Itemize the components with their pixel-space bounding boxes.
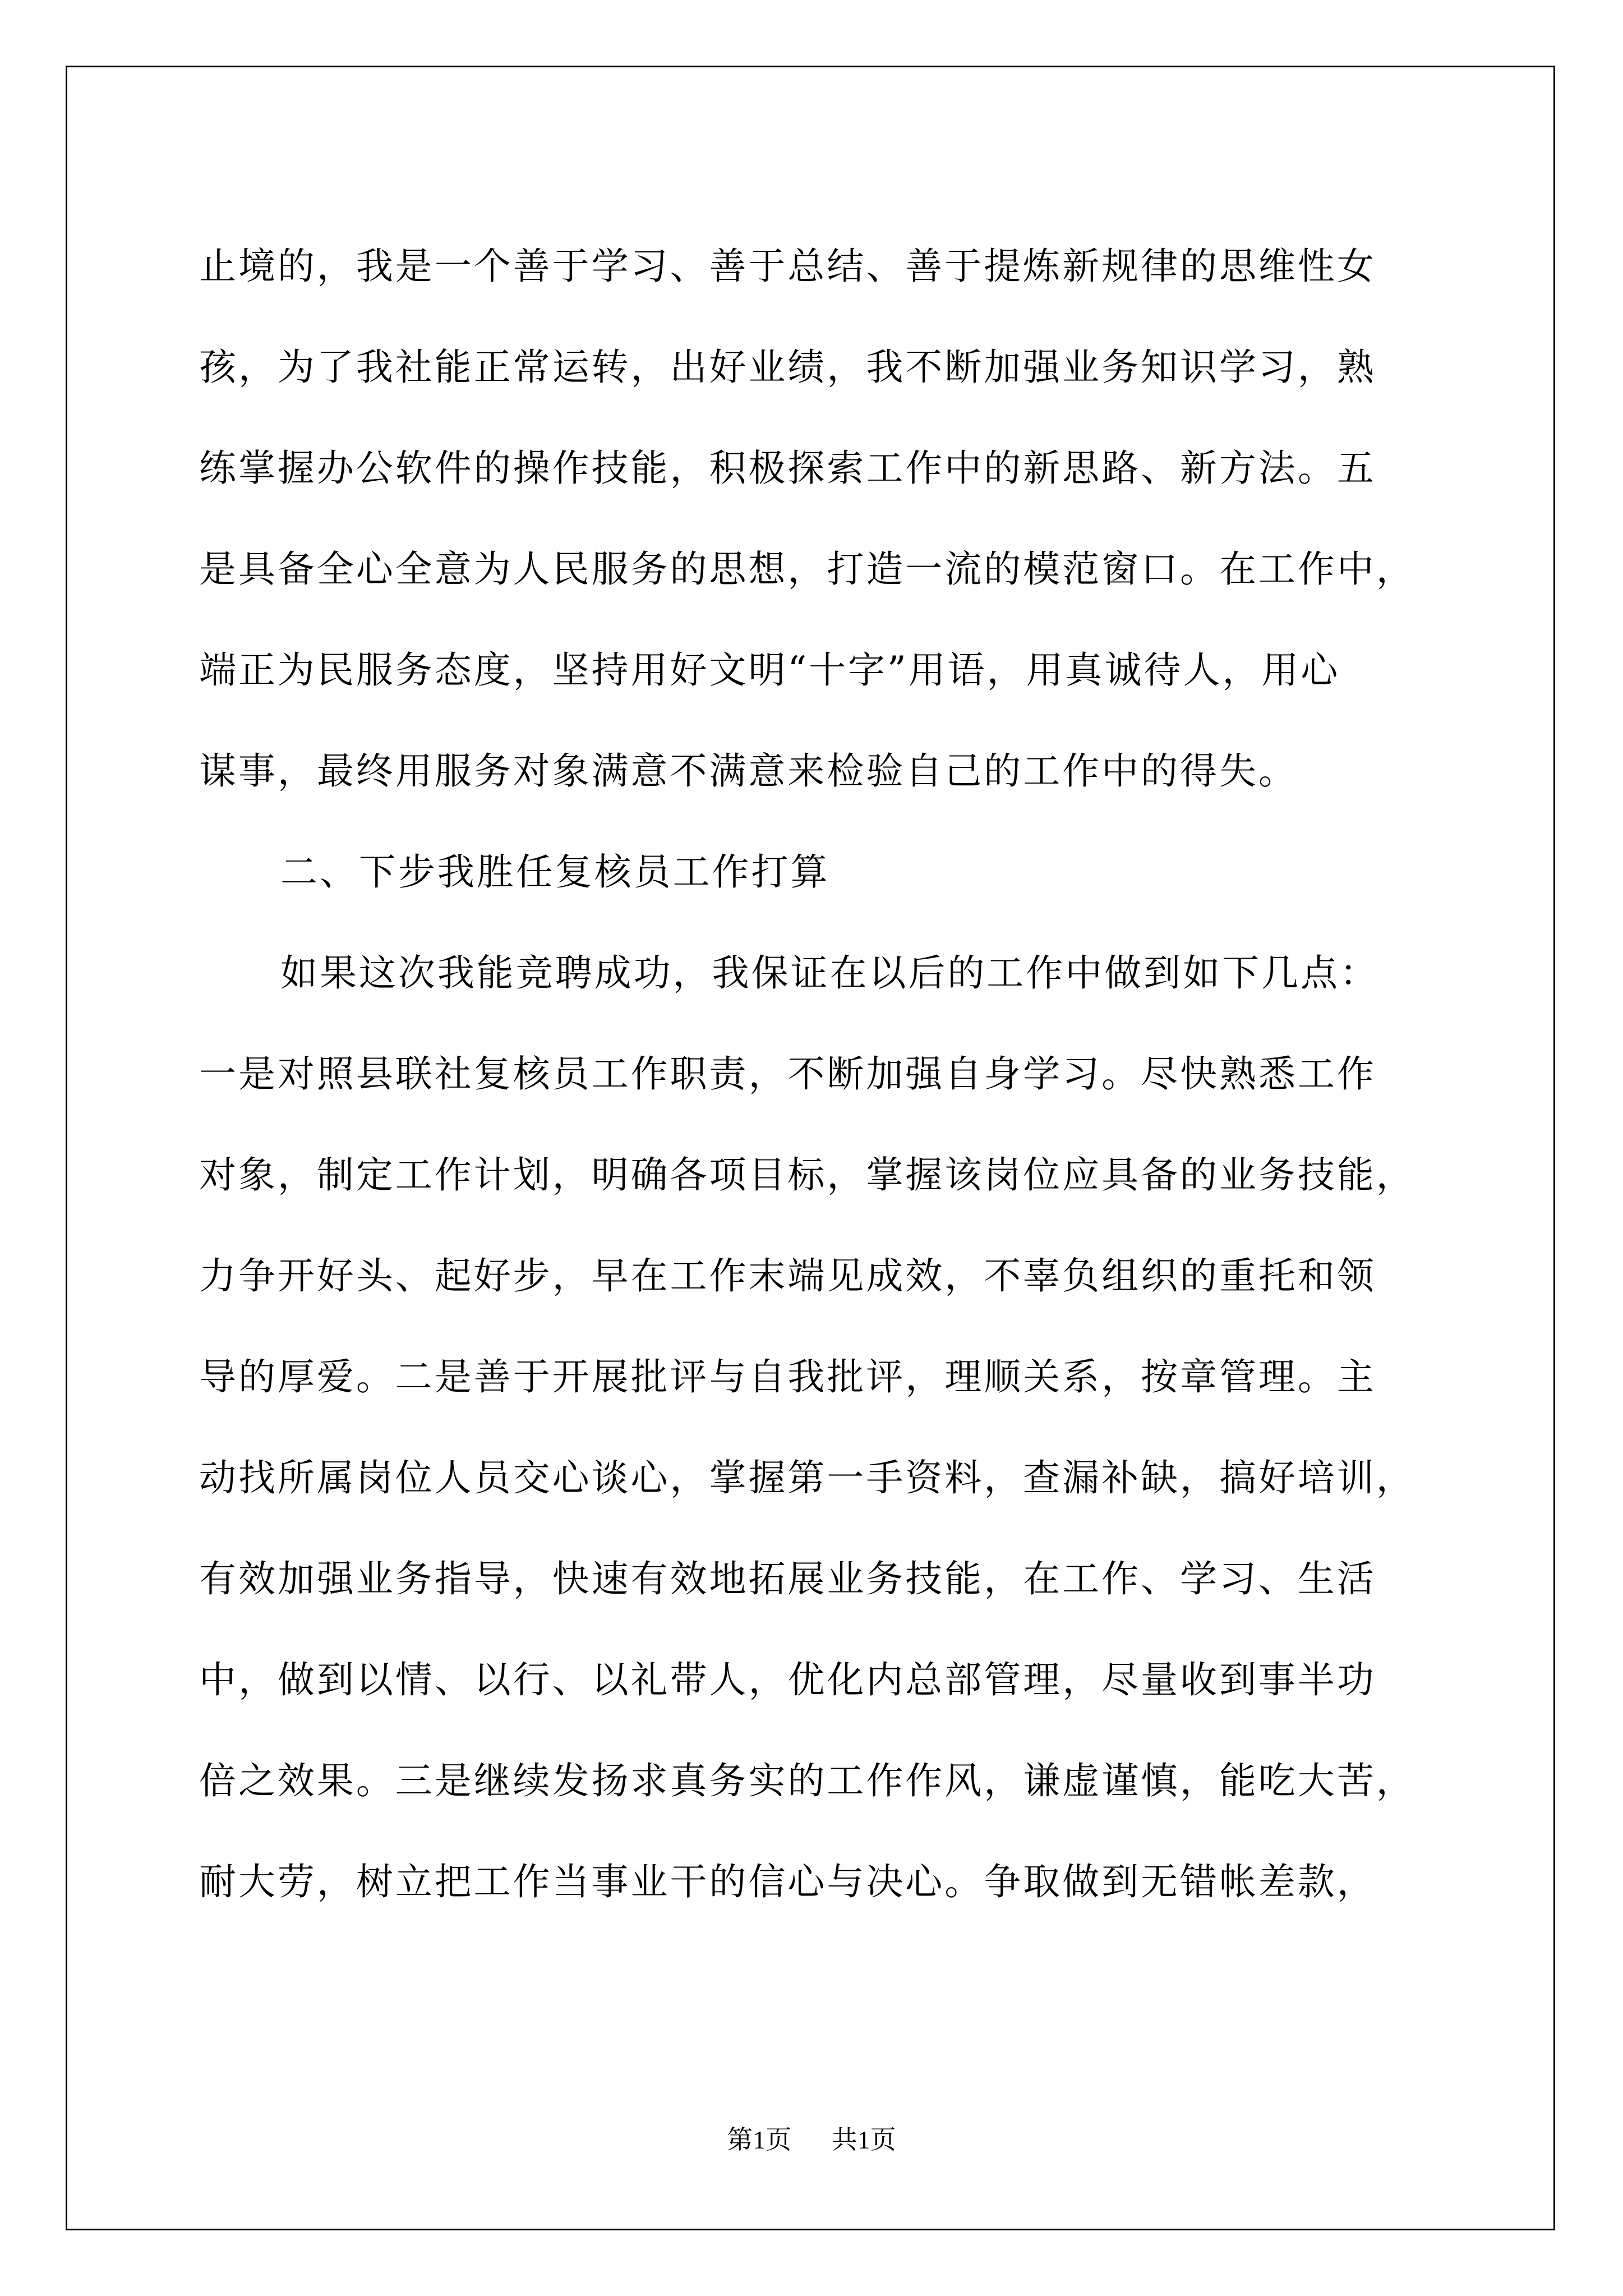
text-line: 倍之效果。三是继续发扬求真务实的工作作风，谦虚谨慎，能吃大苦， xyxy=(199,1759,1415,1802)
document-body xyxy=(199,216,1467,1932)
text-line: 一是对照县联社复核员工作职责，不断加强自身学习。尽快熟悉工作 xyxy=(199,1052,1376,1096)
text-line: 端正为民服务态度，坚持用好文明“十字”用语，用真诚待人，用心 xyxy=(199,648,1340,692)
paragraph-start: 如果这次我能竞聘成功，我保证在以后的工作中做到如下几点： xyxy=(280,951,1379,995)
page-total: 共1页 xyxy=(831,2125,896,2154)
section-heading: 二、下步我胜任复核员工作打算 xyxy=(280,850,830,894)
text-line: 动找所属岗位人员交心谈心，掌握第一手资料，查漏补缺，搞好培训， xyxy=(199,1456,1415,1499)
text-line: 对象，制定工作计划，明确各项目标，掌握该岗位应具备的业务技能， xyxy=(199,1153,1415,1197)
text-line: 导的厚爱。二是善于开展批评与自我批评，理顺关系，按章管理。主 xyxy=(199,1355,1376,1398)
text-line: 有效加强业务指导，快速有效地拓展业务技能，在工作、学习、生活 xyxy=(199,1557,1376,1600)
text-line: 孩，为了我社能正常运转，出好业绩，我不断加强业务知识学习，熟 xyxy=(199,346,1376,389)
text-line: 是具备全心全意为人民服务的思想，打造一流的模范窗口。在工作中， xyxy=(199,547,1415,591)
page-number: 第1页 xyxy=(727,2125,792,2154)
text-line: 中，做到以情、以行、以礼带人，优化内总部管理，尽量收到事半功 xyxy=(199,1658,1376,1701)
page-footer xyxy=(0,2119,1623,2156)
text-line: 止境的，我是一个善于学习、善于总结、善于提炼新规律的思维性女 xyxy=(199,245,1376,288)
text-line: 谋事，最终用服务对象满意不满意来检验自己的工作中的得失。 xyxy=(199,749,1298,793)
text-line: 耐大劳，树立把工作当事业干的信心与决心。争取做到无错帐差款， xyxy=(199,1860,1376,1903)
text-line: 力争开好头、起好步，早在工作末端见成效，不辜负组织的重托和领 xyxy=(199,1254,1376,1297)
text-line: 练掌握办公软件的操作技能，积极探索工作中的新思路、新方法。五 xyxy=(199,447,1376,490)
